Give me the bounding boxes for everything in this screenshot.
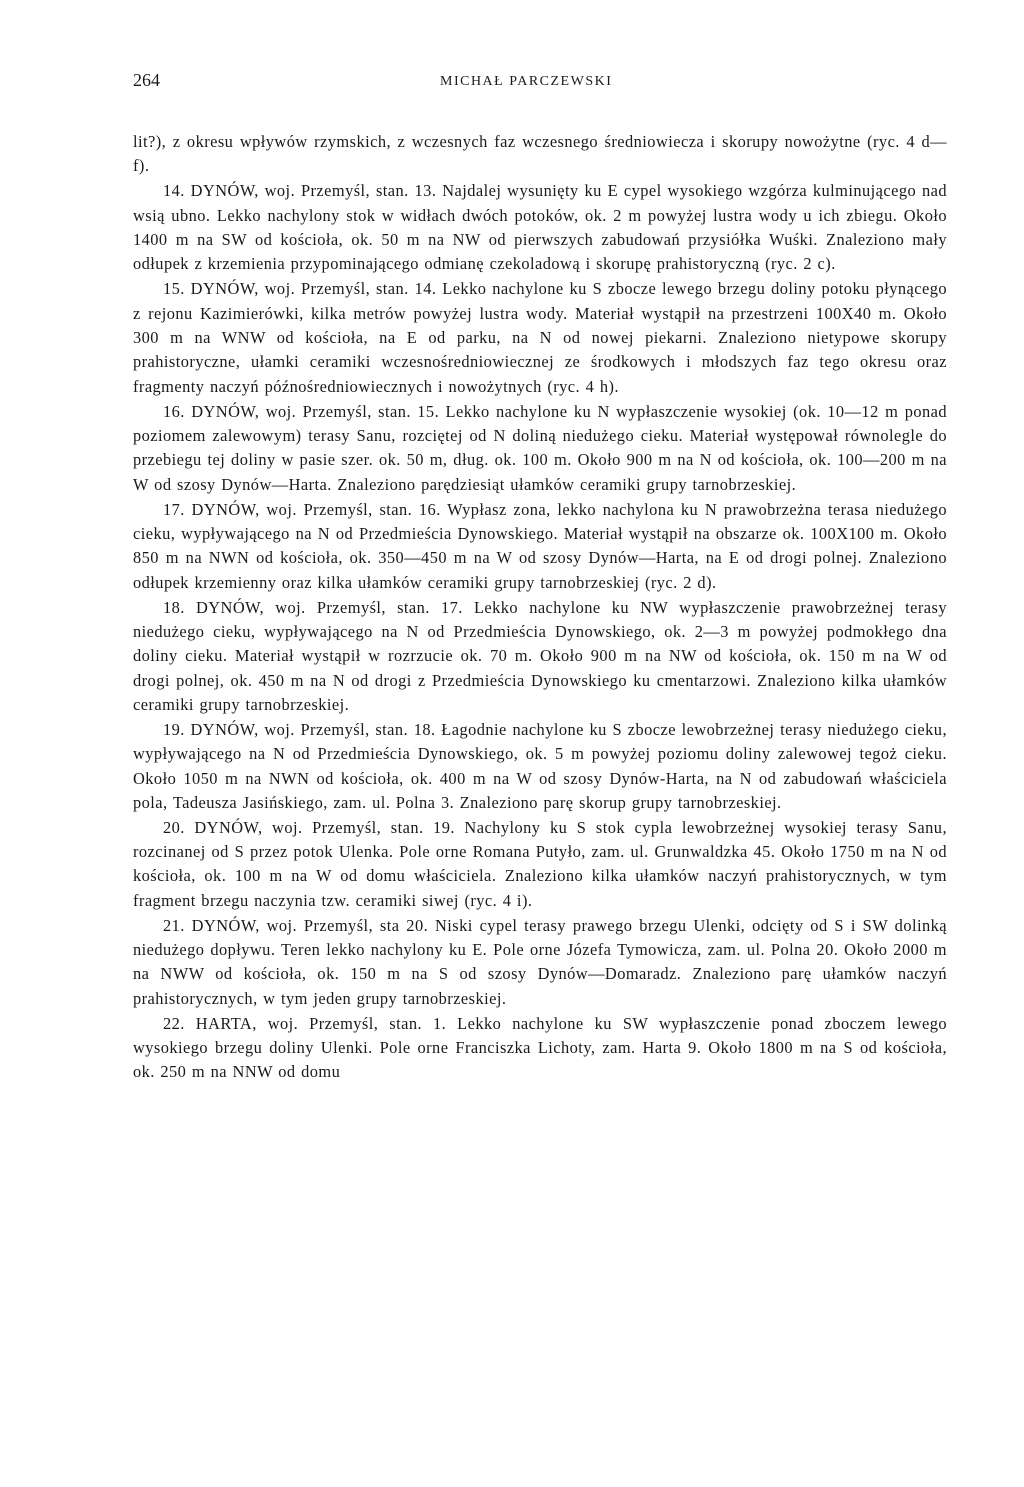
paragraph: 14. DYNÓW, woj. Przemyśl, stan. 13. Najdalej wysunięty ku E cypel wysokiego wzgórza kulminującego nad wsią ubno. Lekko nachylony stok w widłach dwóch potoków, ok. 2 m powyżej lustra wody u ich zbiegu. Około 1400 m na SW od kościoła, ok. 50 m na NW od pierwszych zabudowań przysiółka Wuśki. Znaleziono mały odłupek z krzemienia przypominającego odmianę czekoladową i skorupę prahistoryczną (ryc. 2 c). [133,181,947,274]
running-head: MICHAŁ PARCZEWSKI [440,74,613,89]
page-header [133,70,947,106]
paragraph: 22. HARTA, woj. Przemyśl, stan. 1. Lekko nachylone ku SW wypłaszczenie ponad zboczem lewego wysokiego brzegu doliny Ulenki. Pole orne Franciszka Lichoty, zam. Harta 9. Około 1800 m na S od kościoła, ok. 250 m na NNW od domu [133,1013,947,1082]
page [133,70,947,1085]
paragraph: lit?), z okresu wpływów rzymskich, z wczesnych faz wczesnego średniowiecza i skorupy nowożytne (ryc. 4 d—f). [133,132,947,176]
page-number: 264 [133,70,160,90]
paragraph: 18. DYNÓW, woj. Przemyśl, stan. 17. Lekko nachylone ku NW wypłaszczenie prawobrzeżnej terasy niedużego cieku, wypływającego na N od Przedmieścia Dynowskiego, ok. 2—3 m powyżej podmokłego dna doliny cieku. Materiał wystąpił w rozrzucie ok. 70 m. Około 900 m na NW od kościoła, ok. 150 m na W od drogi polnej, ok. 450 m na N od drogi z Przedmieścia Dynowskiego ku cmentarzowi. Znaleziono kilka ułamków ceramiki grupy tarnobrzeskiej. [133,597,947,714]
paragraph: 21. DYNÓW, woj. Przemyśl, sta 20. Niski cypel terasy prawego brzegu Ulenki, odcięty od S i SW dolinką niedużego dopływu. Teren lekko nachylony ku E. Pole orne Józefa Tymowicza, zam. ul. Polna 20. Około 2000 m na NWW od kościoła, ok. 150 m na S od szosy Dynów—Domaradz. Znaleziono parę ułamków naczyń prahistorycznych, w tym jeden grupy tarnobrzeskiej. [133,915,947,1008]
paragraph: 17. DYNÓW, woj. Przemyśl, stan. 16. Wypłasz zona, lekko nachylona ku N prawobrzeżna terasa niedużego cieku, wypływającego na N od Przedmieścia Dynowskiego. Materiał wystąpił na obszarze ok. 100X100 m. Około 850 m na NWN od kościoła, ok. 350—450 m na W od szosy Dynów—Harta, na E od drogi polnej. Znaleziono odłupek krzemienny oraz kilka ułamków ceramiki grupy tarnobrzeskiej (ryc. 2 d). [133,499,947,592]
paragraph: 20. DYNÓW, woj. Przemyśl, stan. 19. Nachylony ku S stok cypla lewobrzeżnej wysokiej terasy Sanu, rozcinanej od S przez potok Ulenka. Pole orne Romana Putyło, zam. ul. Grunwaldzka 45. Około 1750 m na N od kościoła, ok. 100 m na W od domu właściciela. Znaleziono kilka ułamków naczyń prahistorycznych, w tym fragment brzegu naczynia tzw. ceramiki siwej (ryc. 4 i). [133,817,947,910]
paragraph: 16. DYNÓW, woj. Przemyśl, stan. 15. Lekko nachylone ku N wypłaszczenie wysokiej (ok. 10—12 m ponad poziomem zalewowym) terasy Sanu, rozciętej od N doliną niedużego cieku. Materiał występował równolegle do przebiegu tej doliny w pasie szer. ok. 50 m, dług. ok. 100 m. Około 900 m na N od kościoła, ok. 100—200 m na W od szosy Dynów—Harta. Znaleziono parędziesiąt ułamków ceramiki grupy tarnobrzeskiej. [133,401,947,494]
paragraph: 19. DYNÓW, woj. Przemyśl, stan. 18. Łagodnie nachylone ku S zbocze lewobrzeżnej terasy niedużego cieku, wypływającego na N od Przedmieścia Dynowskiego, ok. 5 m powyżej poziomu doliny zalewowej tegoż cieku. Około 1050 m na NWN od kościoła, ok. 400 m na W od szosy Dynów-Harta, na N od zabudowań właściciela pola, Tadeusza Jasińskiego, zam. ul. Polna 3. Znaleziono parę skorup grupy tarnobrzeskiej. [133,719,947,812]
body-text [133,130,947,1085]
paragraph: 15. DYNÓW, woj. Przemyśl, stan. 14. Lekko nachylone ku S zbocze lewego brzegu doliny potoku płynącego z rejonu Kazimierówki, kilka metrów powyżej lustra wody. Materiał wystąpił na przestrzeni 100X40 m. Około 300 m na WNW od kościoła, na E od parku, na N od nowej piekarni. Znaleziono nietypowe skorupy prahistoryczne, ułamki ceramiki wczesnośredniowiecznej ze środkowych i młodszych faz tego okresu oraz fragmenty naczyń późnośredniowiecznych i nowożytnych (ryc. 4 h). [133,279,947,396]
